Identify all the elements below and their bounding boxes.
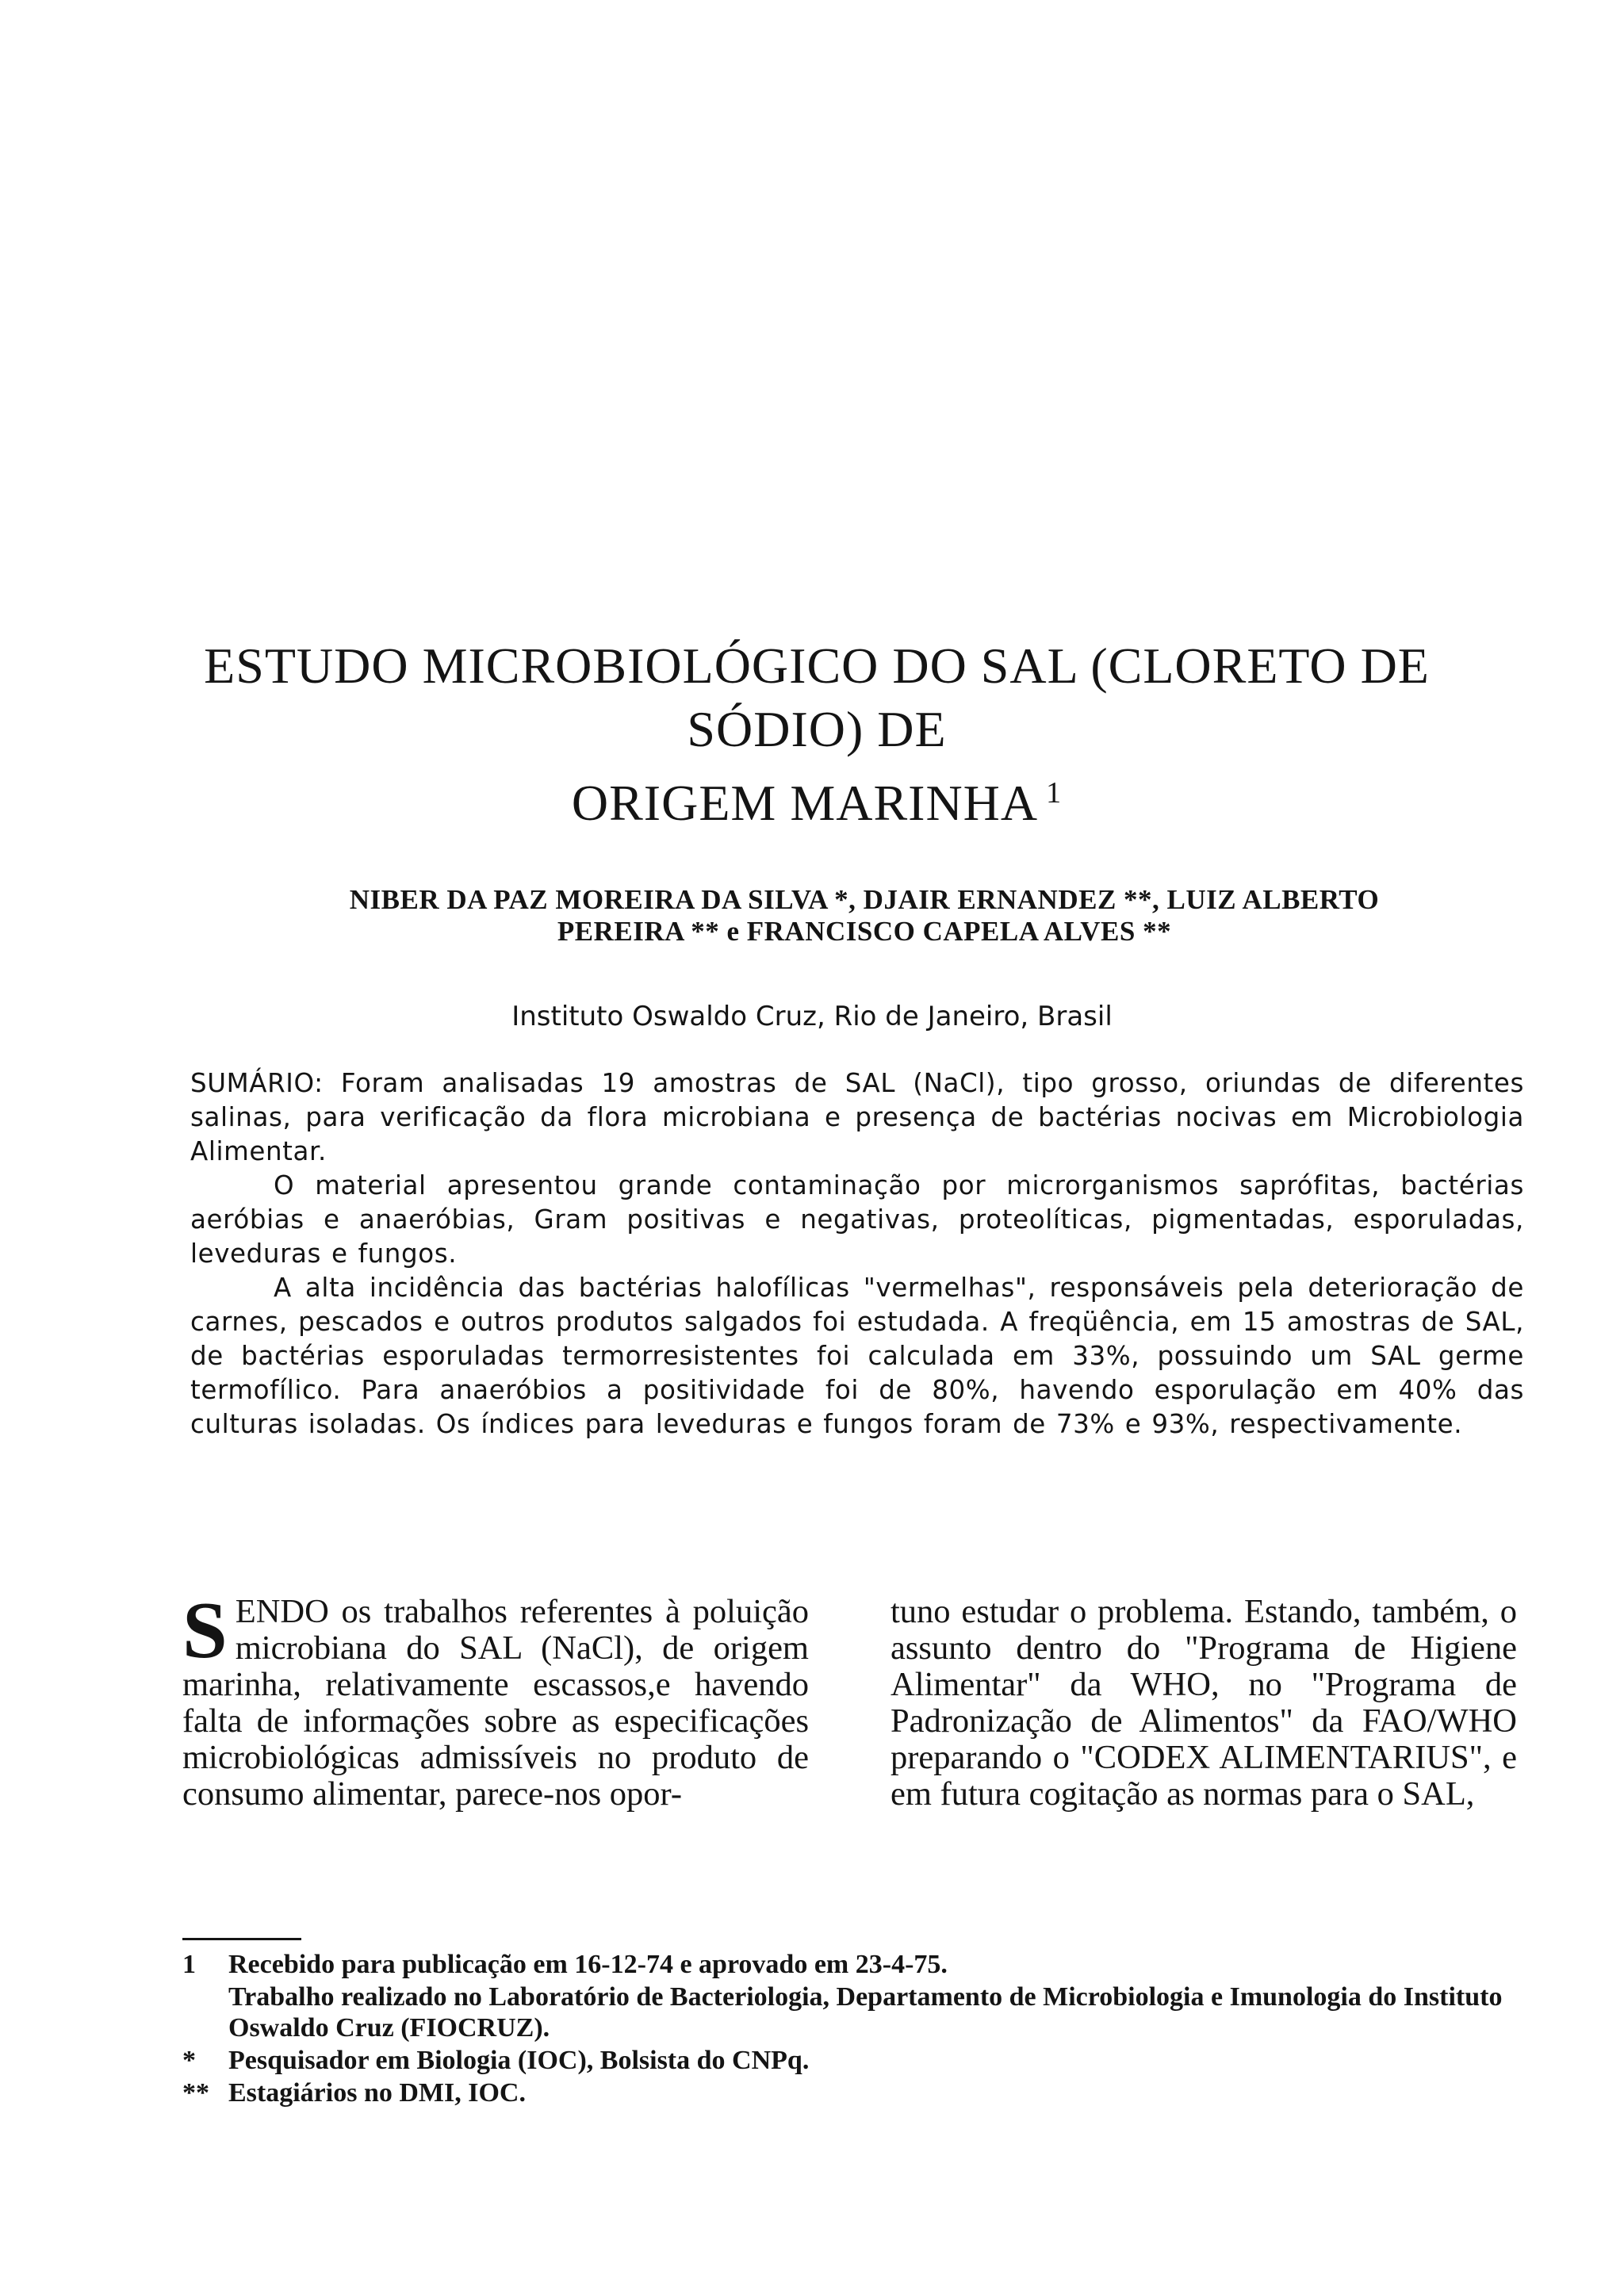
footnote-text: Pesquisador em Biologia (IOC), Bolsista do CNPq. [228,2046,810,2075]
footnote-text: Estagiários no DMI, IOC. [228,2078,526,2108]
paper-title [111,634,1522,835]
footnote [182,2077,1546,2108]
abstract [190,1066,1524,1442]
body-right-text: tuno estudar o problema. Estando, também, o assunto dentro do "Programa de Higiene Alimentar" da WHO, no "Programa de Padronização de Alimentos" da FAO/WHO preparando o "CODEX ALIMENTARIUS", e em futura cogitação as normas para o SAL, [891,1593,1517,1813]
author-line-1: NIBER DA PAZ MOREIRA DA SILVA *, DJAIR ERNANDEZ **, LUIZ ALBERTO [349,884,1380,915]
footnote [182,2045,1546,2076]
author-list [270,884,1459,948]
footnote-text: Trabalho realizado no Laboratório de Bacteriologia, Departamento de Microbiologia e Imunologia do Instituto Oswaldo Cruz (FIOCRUZ). [228,1982,1503,2043]
footnote-mark: 1 [182,1950,196,1979]
institution: Instituto Oswaldo Cruz, Rio de Janeiro, Brasil [511,1001,1113,1032]
footnotes [182,1949,1546,2110]
abstract-paragraph: O material apresentou grande contaminação por microrganismos saprófitas, bactérias aeróbias e anaeróbias, Gram positivas e negativas, proteolíticas, pigmentadas, esporuladas, leveduras e fungos. [190,1170,1524,1269]
title-footnote-ref: 1 [1046,776,1063,810]
body-left-text: ENDO os trabalhos referentes à poluição microbiana do SAL (NaCl), de origem marinha, relativamente escassos,e havendo falta de informações sobre as especificações microbiológicas admissíveis no produto de consumo alimentar, parece-nos opor- [182,1593,809,1813]
footnote [182,1981,1546,2043]
body-left-column [182,1586,809,1813]
footnote [182,1949,1546,1980]
body-right-column [891,1594,1517,1813]
abstract-paragraph: A alta incidência das bactérias halofílicas "vermelhas", responsáveis pela deterioração de carnes, pescados e outros produtos salgados foi estudada. A freqüência, em 15 amostras de SAL, de bactérias esporuladas termorresistentes foi calculada em 33%, possuindo um SAL germe termofílico. Para anaeróbios a positividade foi de 80%, havendo esporulação em 40% das culturas isoladas. Os índices para leveduras e fungos foram de 73% e 93%, respectivamente. [190,1273,1524,1439]
title-line-1: ESTUDO MICROBIOLÓGICO DO SAL (CLORETO DE SÓDIO) DE [204,638,1430,757]
abstract-paragraph: SUMÁRIO: Foram analisadas 19 amostras de SAL (NaCl), tipo grosso, oriundas de diferentes salinas, para verificação da flora microbiana e presença de bactérias nocivas em Microbiologia Alimentar. [190,1068,1524,1166]
footnote-divider [182,1938,301,1940]
footnote-mark: * [182,2046,196,2075]
drop-cap: S [182,1586,228,1675]
footnote-mark: ** [182,2078,209,2108]
footnote-text: Recebido para publicação em 16-12-74 e aprovado em 23-4-75. [228,1950,948,1979]
title-line-2: ORIGEM MARINHA [571,775,1039,831]
author-line-2: PEREIRA ** e FRANCISCO CAPELA ALVES ** [557,916,1172,947]
